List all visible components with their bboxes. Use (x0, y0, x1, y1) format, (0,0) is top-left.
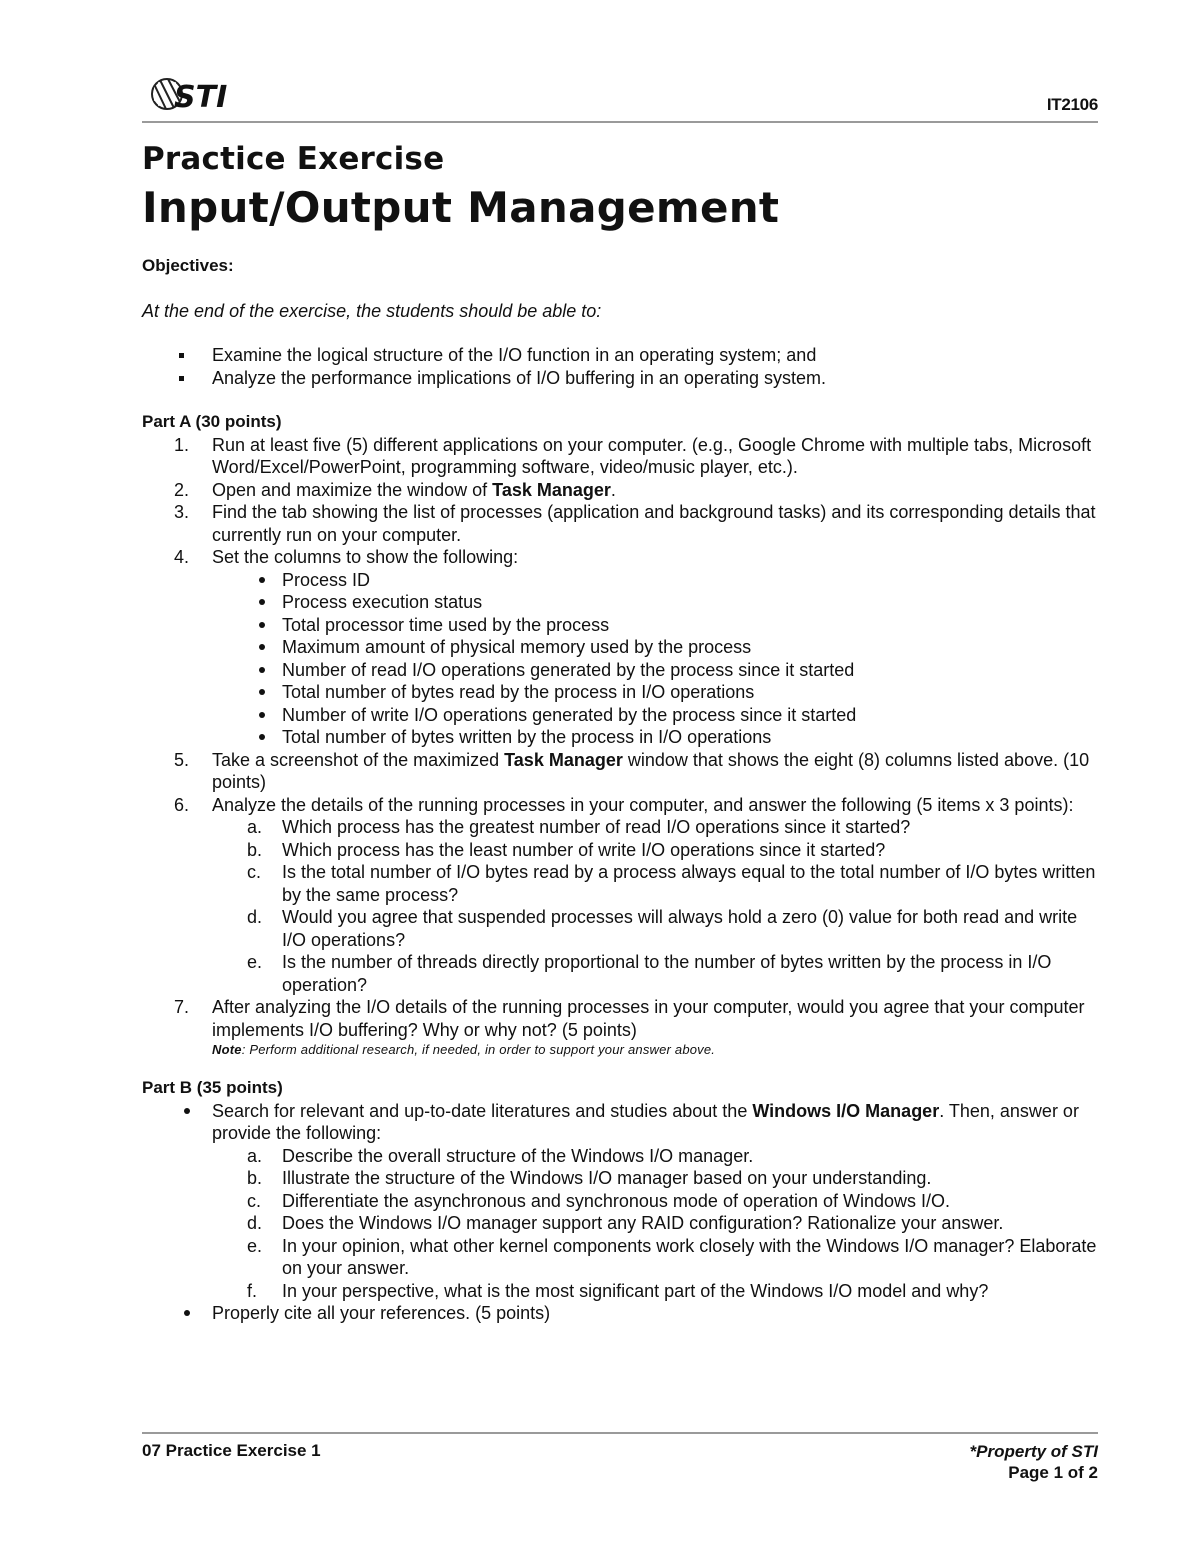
bullet-icon (259, 712, 265, 718)
item-letter: a. (247, 1145, 263, 1166)
list-item (212, 591, 1102, 614)
logo-text: STI (174, 80, 228, 114)
list-item (212, 1280, 1102, 1303)
question-text: Would you agree that suspended processes will always hold a zero (0) value for both read and write I/O operations? (282, 907, 1078, 950)
document-body (142, 255, 1102, 1325)
list-item (142, 794, 1102, 997)
list-item (212, 704, 1102, 727)
bullet-icon (259, 577, 265, 583)
column-text: Total number of bytes written by the process in I/O operations (282, 727, 772, 747)
part-b-list (142, 1100, 1102, 1325)
column-text: Process execution status (282, 592, 483, 612)
bullet-icon (259, 734, 265, 740)
objective-text: Analyze the performance implications of I/O buffering in an operating system. (212, 367, 826, 388)
column-text: Total number of bytes read by the process in I/O operations (282, 682, 755, 702)
footer-divider (142, 1432, 1098, 1434)
column-text: Maximum amount of physical memory used by the process (282, 637, 752, 657)
question-text: Is the number of threads directly proportional to the number of bytes written by the process in I/O operation? (282, 952, 1052, 995)
sti-logo (150, 74, 240, 114)
item-text: Properly cite all your references. (5 points) (212, 1303, 551, 1323)
bullet-icon (259, 599, 265, 605)
column-text: Number of write I/O operations generated by the process since it started (282, 704, 857, 725)
list-item (212, 1190, 1102, 1213)
note (212, 1041, 1102, 1059)
item-letter: d. (247, 1213, 263, 1233)
question-text: Illustrate the structure of the Windows I/O manager based on your understanding. (282, 1168, 932, 1188)
question-text: In your opinion, what other kernel components work closely with the Windows I/O manager? Elaborate on your answer. (282, 1235, 1097, 1278)
note-label: Note (212, 1042, 242, 1057)
item-text: After analyzing the I/O details of the running processes in your computer, would you agree that your computer implements I/O buffering? Why or why not? (5 points) (212, 997, 1085, 1040)
list-item (142, 1100, 1102, 1303)
list-item (212, 1235, 1102, 1280)
item-text: . (610, 479, 616, 500)
objective-text: Examine the logical structure of the I/O function in an operating system; and (212, 345, 817, 365)
windows-io-manager-term: Windows I/O Manager (752, 1100, 940, 1121)
task-manager-term: Task Manager (492, 479, 611, 500)
bullet-icon (184, 1108, 190, 1114)
question-text: Which process has the least number of write I/O operations since it started? (282, 839, 886, 860)
item-letter: e. (247, 952, 263, 972)
list-item (142, 1302, 1102, 1325)
item-number: 3. (174, 502, 190, 522)
list-item (212, 861, 1102, 906)
item-letter: c. (247, 862, 262, 882)
list-item (212, 726, 1102, 749)
page-number: Page 1 of 2 (1008, 1463, 1098, 1482)
item-letter: b. (247, 1168, 263, 1188)
course-code: IT2106 (1046, 95, 1098, 114)
questions-list (212, 1145, 1102, 1303)
part-b-heading: Part B (35 points) (142, 1078, 283, 1097)
objectives-list (142, 344, 1102, 389)
footer-right (970, 1441, 1098, 1483)
item-number: 1. (174, 434, 190, 455)
item-text: Find the tab showing the list of processes (application and background tasks) and its corresponding details that currently run on your computer. (212, 502, 1096, 545)
column-text: Process ID (282, 569, 371, 590)
question-text: In your perspective, what is the most significant part of the Windows I/O model and why? (282, 1280, 989, 1301)
question-text: Is the total number of I/O bytes read by a process always equal to the total number of I/O bytes written by the same process? (282, 862, 1096, 905)
item-text: . Then, answer or provide the following: (212, 1100, 1079, 1143)
list-item (212, 569, 1102, 592)
task-manager-term: Task Manager (504, 749, 623, 770)
item-letter: c. (247, 1190, 262, 1211)
questions-list (212, 816, 1102, 996)
footer-document-name: 07 Practice Exercise 1 (142, 1441, 321, 1460)
item-number: 4. (174, 547, 190, 567)
item-number: 7. (174, 997, 190, 1017)
item-text: Take a screenshot of the maximized (212, 749, 505, 770)
bullet-icon (184, 1310, 190, 1316)
part-a-heading: Part A (30 points) (142, 412, 282, 431)
list-item (142, 996, 1102, 1059)
item-letter: a. (247, 817, 263, 837)
column-text: Number of read I/O operations generated by the process since it started (282, 659, 855, 680)
bullet-icon (259, 644, 265, 650)
list-item (212, 906, 1102, 951)
header-divider (142, 121, 1098, 123)
list-item (212, 839, 1102, 862)
item-text: Search for relevant and up-to-date literatures and studies about the (212, 1100, 753, 1121)
question-text: Describe the overall structure of the Windows I/O manager. (282, 1145, 754, 1166)
item-number: 5. (174, 749, 190, 770)
list-item (212, 816, 1102, 839)
page-title: Input/Output Management (142, 183, 780, 232)
list-item (212, 1167, 1102, 1190)
square-bullet-icon (179, 376, 184, 381)
item-number: 2. (174, 479, 190, 500)
list-item (142, 501, 1102, 546)
list-item (212, 681, 1102, 704)
note-text: : Perform additional research, if needed, in order to support your answer above. (241, 1042, 716, 1057)
objectives-label: Objectives: (142, 256, 234, 275)
bullet-icon (259, 689, 265, 695)
item-letter: b. (247, 839, 263, 860)
question-text: Does the Windows I/O manager support any RAID configuration? Rationalize your answer. (282, 1213, 1004, 1233)
objectives-intro: At the end of the exercise, the students should be able to: (142, 300, 602, 321)
item-text: Open and maximize the window of (212, 479, 493, 500)
list-item (212, 951, 1102, 996)
item-letter: e. (247, 1235, 263, 1256)
list-item (212, 1145, 1102, 1168)
list-item (212, 614, 1102, 637)
item-text: Run at least five (5) different applications on your computer. (e.g., Google Chrome with multiple tabs, Microsoft Word/Excel/PowerPoint, programming software, video/music player, etc.). (212, 434, 1092, 477)
question-text: Differentiate the asynchronous and synchronous mode of operation of Windows I/O. (282, 1190, 951, 1211)
bullet-icon (259, 667, 265, 673)
list-item (142, 367, 1102, 390)
bullet-icon (259, 622, 265, 628)
list-item (142, 344, 1102, 367)
item-number: 6. (174, 794, 190, 815)
list-item (142, 749, 1102, 794)
property-notice: *Property of STI (969, 1442, 1098, 1461)
list-item (142, 479, 1102, 502)
item-text: Analyze the details of the running processes in your computer, and answer the following (5 items x 3 points): (212, 794, 1074, 815)
page-subtitle: Practice Exercise (142, 141, 445, 177)
item-text: window that shows the eight (8) columns listed above. (10 points) (212, 749, 1090, 792)
item-letter: f. (247, 1280, 258, 1301)
list-item (142, 434, 1102, 479)
column-text: Total processor time used by the process (282, 614, 610, 635)
part-a-list (142, 434, 1102, 1060)
list-item (142, 546, 1102, 749)
item-letter: d. (247, 907, 263, 927)
list-item (212, 1212, 1102, 1235)
item-text: Set the columns to show the following: (212, 547, 519, 567)
square-bullet-icon (179, 353, 184, 358)
list-item (212, 636, 1102, 659)
question-text: Which process has the greatest number of read I/O operations since it started? (282, 817, 911, 837)
columns-list (212, 569, 1102, 749)
list-item (212, 659, 1102, 682)
